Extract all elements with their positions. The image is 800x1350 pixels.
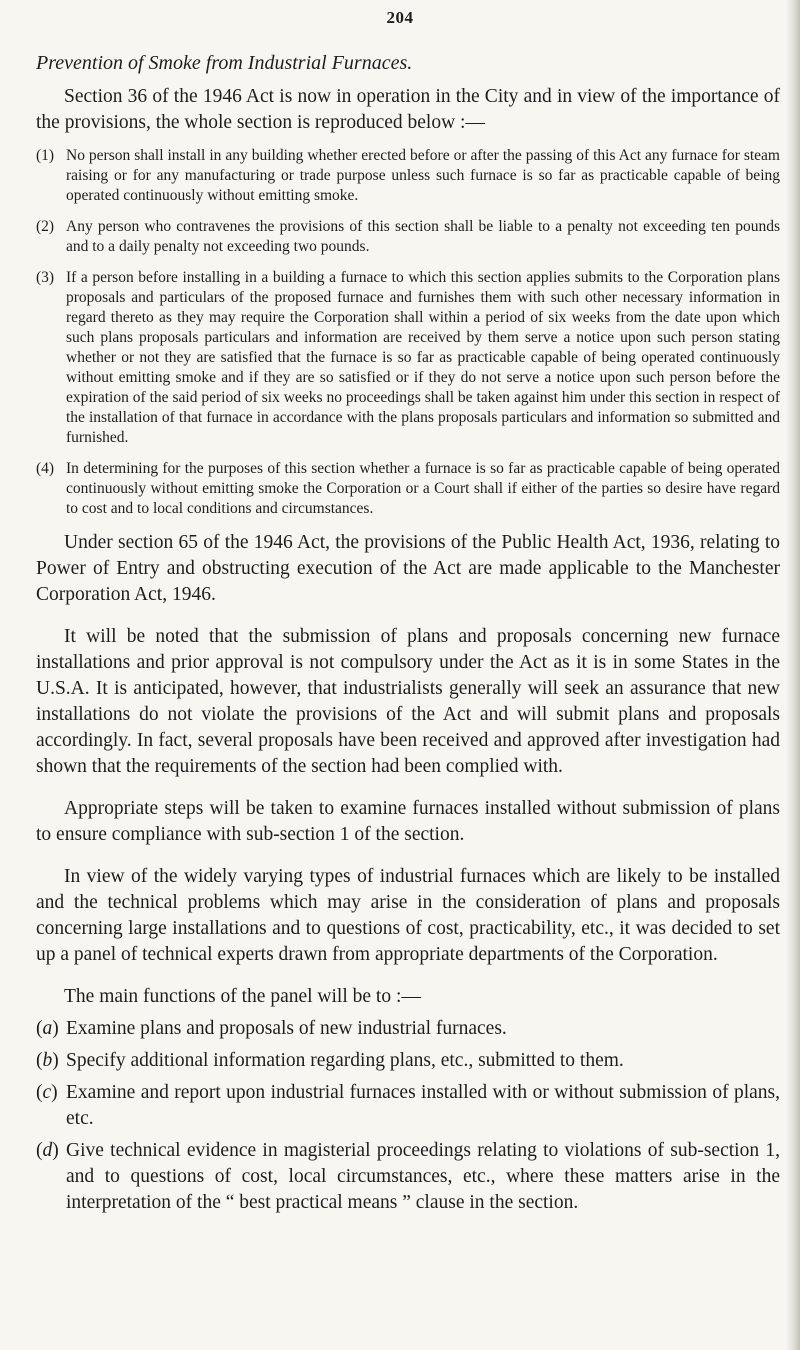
spacer [36, 780, 780, 796]
spacer [36, 608, 780, 624]
spacer [36, 968, 780, 984]
function-item [36, 1080, 780, 1132]
clause-number: (2) [36, 218, 55, 235]
clause-text: If a person before installing in a building a furnace to which this section applies submits to the Corporation plans proposals and particulars of the proposed furnace and furnishes them with such other necessary information in regard thereto as they may require the Corporation shall within a period of six weeks from the date upon which such plans proposals particulars and information are received by them serve a notice upon such person stating whether or not they are satisfied that the furnace is so far as practicable capable of being operated continuously without emitting smoke and if they are so satisfied or if they do not serve a notice upon such person before the expiration of the said period of six weeks no proceedings shall be taken against him under this section in respect of the installation of that furnace in accordance with the plans proposals particulars and information so submitted and furnished. [66, 269, 780, 446]
function-letter: (c) [36, 1082, 58, 1103]
intro-paragraph: Section 36 of the 1946 Act is now in operation in the City and in view of the importance of the provisions, the whole section is reproduced below :— [36, 86, 780, 133]
page-edge-shadow [786, 0, 800, 1350]
body-paragraph: Under section 65 of the 1946 Act, the provisions of the Public Health Act, 1936, relating to Power of Entry and obstructing execution of the Act are made applicable to the Manchester Corporation Act, 1946. [36, 532, 780, 605]
function-item [36, 1016, 780, 1042]
clause-item [36, 268, 780, 448]
section-heading: Prevention of Smoke from Industrial Furnaces. [36, 52, 413, 74]
clause-text: Any person who contravenes the provisions of this section shall be liable to a penalty not exceeding ten pounds and to a daily penalty not exceeding two pounds. [66, 218, 780, 255]
clause-number: (3) [36, 269, 55, 286]
function-letter: (a) [36, 1018, 59, 1039]
function-text: Specify additional information regarding plans, etc., submitted to them. [66, 1050, 624, 1071]
function-letter: (b) [36, 1050, 59, 1071]
functions-intro: The main functions of the panel will be to :— [64, 986, 421, 1007]
page-content [36, 50, 780, 1222]
function-item [36, 1138, 780, 1216]
function-text: Examine plans and proposals of new industrial furnaces. [66, 1018, 507, 1039]
function-letter: (d) [36, 1140, 59, 1161]
function-text: Examine and report upon industrial furnaces installed with or without submission of plans, etc. [66, 1082, 780, 1129]
clause-number: (4) [36, 460, 55, 477]
clause-text: No person shall install in any building whether erected before or after the passing of this Act any furnace for steam raising or for any manufacturing or trade purpose unless such furnace is so far as practicable capable of being operated continuously without emitting smoke. [66, 147, 780, 204]
body-paragraph: Appropriate steps will be taken to examine furnaces installed without submission of plans to ensure compliance with sub-section 1 of the section. [36, 798, 780, 845]
body-paragraph: It will be noted that the submission of plans and proposals concerning new furnace installations and prior approval is not compulsory under the Act as it is in some States in the U.S.A. It is anticipated, however, that industrialists generally will seek an assurance that new installations do not violate the provisions of the Act and will submit plans and proposals accordingly. In fact, several proposals have been received and approved after investigation had shown that the requirements of the section had been complied with. [36, 626, 780, 777]
function-item [36, 1048, 780, 1074]
clause-item [36, 459, 780, 519]
function-text: Give technical evidence in magisterial proceedings relating to violations of sub-section 1, and to questions of cost, local circumstances, etc., where these matters arise in the interpretation of the “ best practical means ” clause in the section. [66, 1140, 780, 1213]
panel-functions-list [36, 1016, 780, 1216]
body-paragraph: In view of the widely varying types of industrial furnaces which are likely to be installed and the technical problems which may arise in the consideration of plans and proposals concerning large installations and to questions of cost, practicability, etc., it was decided to set up a panel of technical experts drawn from appropriate departments of the Corporation. [36, 866, 780, 965]
clause-text: In determining for the purposes of this section whether a furnace is so far as practicable capable of being operated continuously without emitting smoke the Corporation or a Court shall if either of the parties so desire have regard to cost and to local conditions and circumstances. [66, 460, 780, 517]
section-36-clauses [36, 146, 780, 519]
clause-item [36, 217, 780, 257]
page-number: 204 [386, 8, 414, 27]
clause-number: (1) [36, 147, 55, 164]
clause-item [36, 146, 780, 206]
spacer [36, 848, 780, 864]
